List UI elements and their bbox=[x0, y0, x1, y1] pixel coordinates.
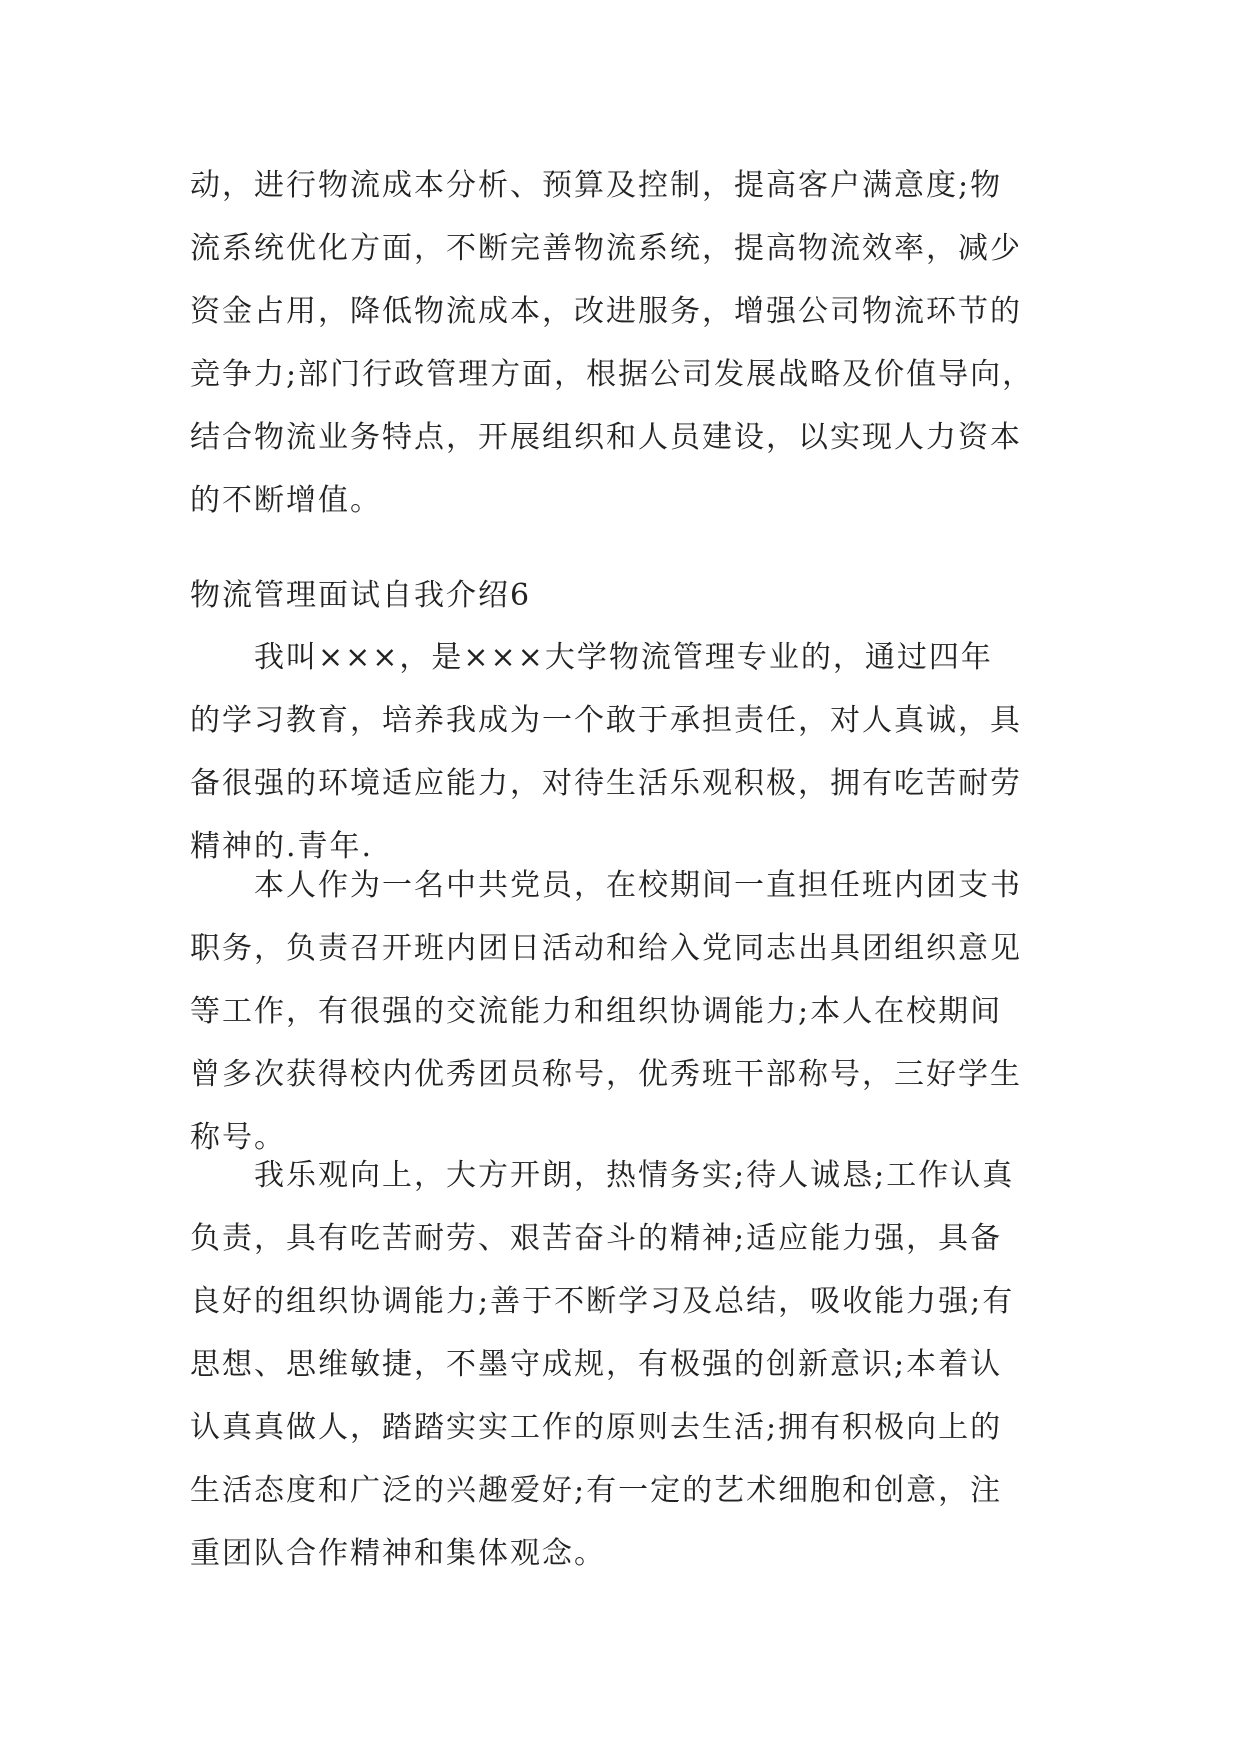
paragraph-line: 竞争力;部门行政管理方面，根据公司发展战略及价值导向， bbox=[190, 357, 1035, 392]
paragraph-line: 我乐观向上，大方开朗，热情务实;待人诚恳;工作认真 bbox=[254, 1158, 1015, 1193]
paragraph-line: 资金占用，降低物流成本，改进服务，增强公司物流环节的 bbox=[190, 294, 1022, 329]
paragraph-line: 生活态度和广泛的兴趣爱好;有一定的艺术细胞和创意，注 bbox=[190, 1473, 1003, 1508]
paragraph-line: 结合物流业务特点，开展组织和人员建设，以实现人力资本 bbox=[190, 420, 1022, 455]
paragraph-line: 等工作，有很强的交流能力和组织协调能力;本人在校期间 bbox=[190, 994, 1003, 1029]
paragraph-line: 认真真做人，踏踏实实工作的原则去生活;拥有积极向上的 bbox=[190, 1410, 1003, 1445]
paragraph-2 bbox=[190, 854, 1050, 1169]
continuation-paragraph bbox=[190, 154, 1050, 532]
paragraph-line: 本人作为一名中共党员，在校期间一直担任班内团支书 bbox=[254, 868, 1022, 903]
paragraph-line: 称号。 bbox=[190, 1120, 286, 1155]
paragraph-line: 精神的.青年. bbox=[190, 829, 374, 864]
paragraph-line: 我叫×××，是×××大学物流管理专业的，通过四年 bbox=[254, 640, 993, 675]
section-title bbox=[190, 566, 1050, 626]
paragraph-line: 职务，负责召开班内团日活动和给入党同志出具团组织意见 bbox=[190, 931, 1022, 966]
paragraph-line: 动，进行物流成本分析、预算及控制，提高客户满意度;物 bbox=[190, 168, 1003, 203]
paragraph-line: 重团队合作精神和集体观念。 bbox=[190, 1536, 606, 1571]
paragraph-line: 的学习教育，培养我成为一个敢于承担责任，对人真诚，具 bbox=[190, 703, 1022, 738]
paragraph-line: 负责，具有吃苦耐劳、艰苦奋斗的精神;适应能力强，具备 bbox=[190, 1221, 1003, 1256]
paragraph-line: 备很强的环境适应能力，对待生活乐观积极，拥有吃苦耐劳 bbox=[190, 766, 1022, 801]
paragraph-line: 思想、思维敏捷，不墨守成规，有极强的创新意识;本着认 bbox=[190, 1347, 1003, 1382]
paragraph-line: 的不断增值。 bbox=[190, 483, 382, 518]
paragraph-3 bbox=[190, 1144, 1050, 1585]
paragraph-line: 曾多次获得校内优秀团员称号，优秀班干部称号，三好学生 bbox=[190, 1057, 1022, 1092]
paragraph-line: 良好的组织协调能力;善于不断学习及总结，吸收能力强;有 bbox=[190, 1284, 1015, 1319]
section-heading: 物流管理面试自我介绍6 bbox=[190, 578, 532, 613]
paragraph-1 bbox=[190, 626, 1050, 878]
paragraph-line: 流系统优化方面，不断完善物流系统，提高物流效率，减少 bbox=[190, 231, 1022, 266]
